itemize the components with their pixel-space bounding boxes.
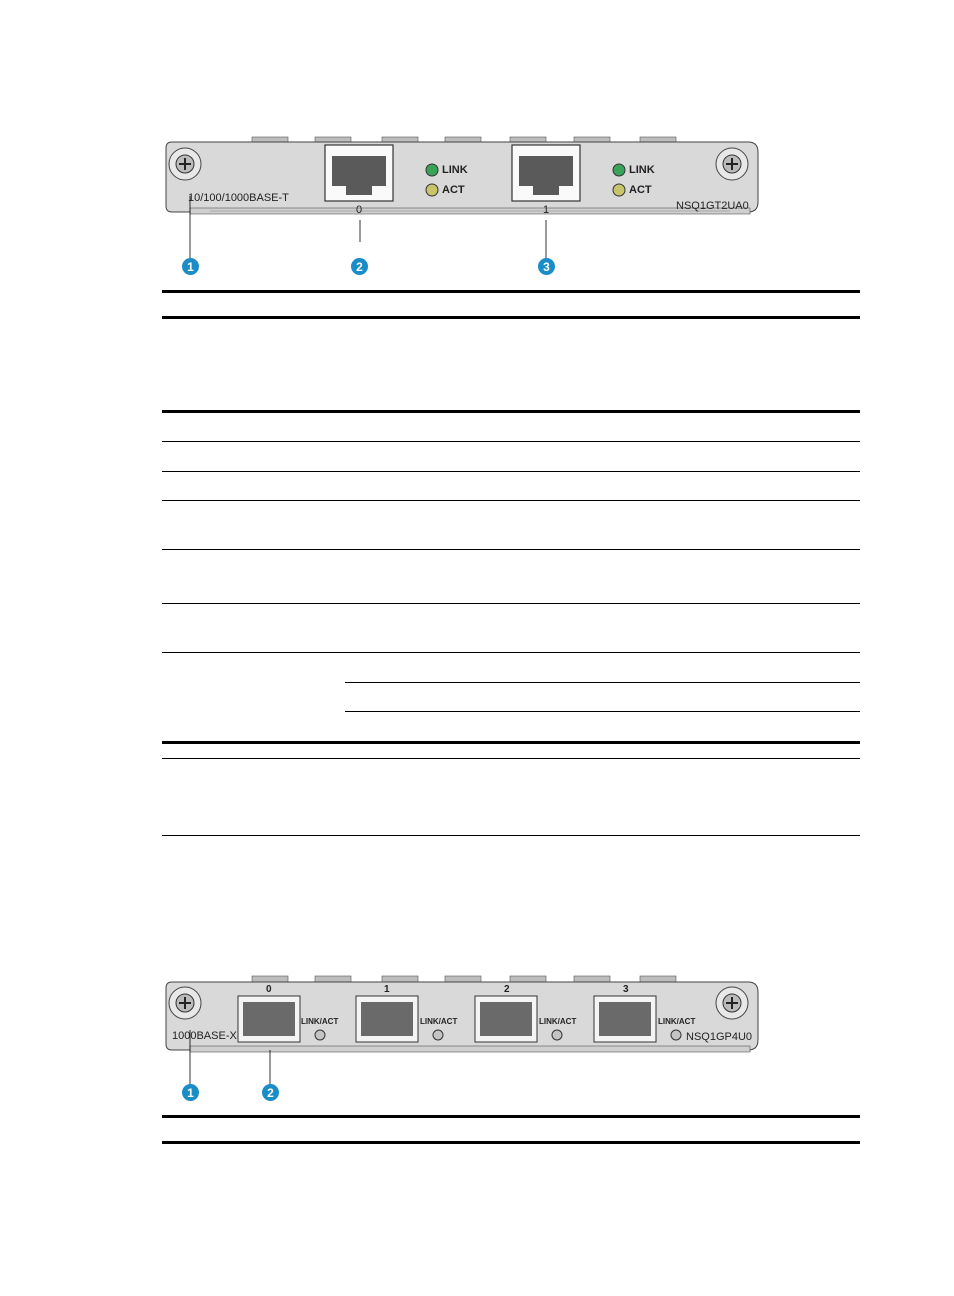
table-row-rule [162,549,860,550]
port-number-3: 3 [623,984,629,995]
table-row-rule [162,603,860,604]
table-top-rule [162,410,860,413]
callout-2: 2 [262,1084,279,1101]
port-number-2: 2 [504,984,510,995]
led-label-0: LINK/ACT [301,1017,339,1026]
table-bottom-rule [162,741,860,744]
led-act-1 [613,184,625,196]
note-top-rule [162,758,860,759]
port-number-1: 1 [384,984,390,995]
callout-3: 3 [538,258,555,275]
callout-2: 2 [351,258,368,275]
note-bottom-rule [162,835,860,836]
port-type-label: 10/100/1000BASE-T [188,192,289,204]
led-0 [315,1030,325,1040]
table-row-rule [162,500,860,501]
port-number-1: 1 [543,204,550,216]
figure-nsq1gt2ua0 [160,130,800,280]
legend-bottom-rule [162,316,860,319]
table-row-rule [162,471,860,472]
led-label-3: LINK/ACT [658,1017,696,1026]
led-2 [552,1030,562,1040]
model-label: NSQ1GP4U0 [686,1031,753,1043]
led-link-label-0: LINK [442,164,468,176]
table-row-rule [162,652,860,653]
led-link-0 [426,164,438,176]
port-number-0: 0 [356,204,363,216]
figure-nsq1gp4u0 [160,970,800,1110]
table-header-rule [162,441,860,442]
callout-1: 1 [182,1084,199,1101]
led-label-1: LINK/ACT [420,1017,458,1026]
legend2-bottom-rule [162,1141,860,1144]
legend-top-rule [162,290,860,293]
led-link-1 [613,164,625,176]
port-number-0: 0 [266,984,272,995]
led-link-label-1: LINK [629,164,655,176]
table-subrow-rule [345,711,860,712]
table-subrow-rule [345,682,860,683]
led-act-0 [426,184,438,196]
led-act-label-0: ACT [442,184,465,196]
model-label: NSQ1GT2UA0 [676,200,749,212]
led-act-label-1: ACT [629,184,652,196]
callout-1: 1 [182,258,199,275]
legend2-top-rule [162,1115,860,1118]
port-type-label: 1000BASE-X [172,1030,237,1042]
led-label-2: LINK/ACT [539,1017,577,1026]
led-1 [433,1030,443,1040]
led-3 [671,1030,681,1040]
